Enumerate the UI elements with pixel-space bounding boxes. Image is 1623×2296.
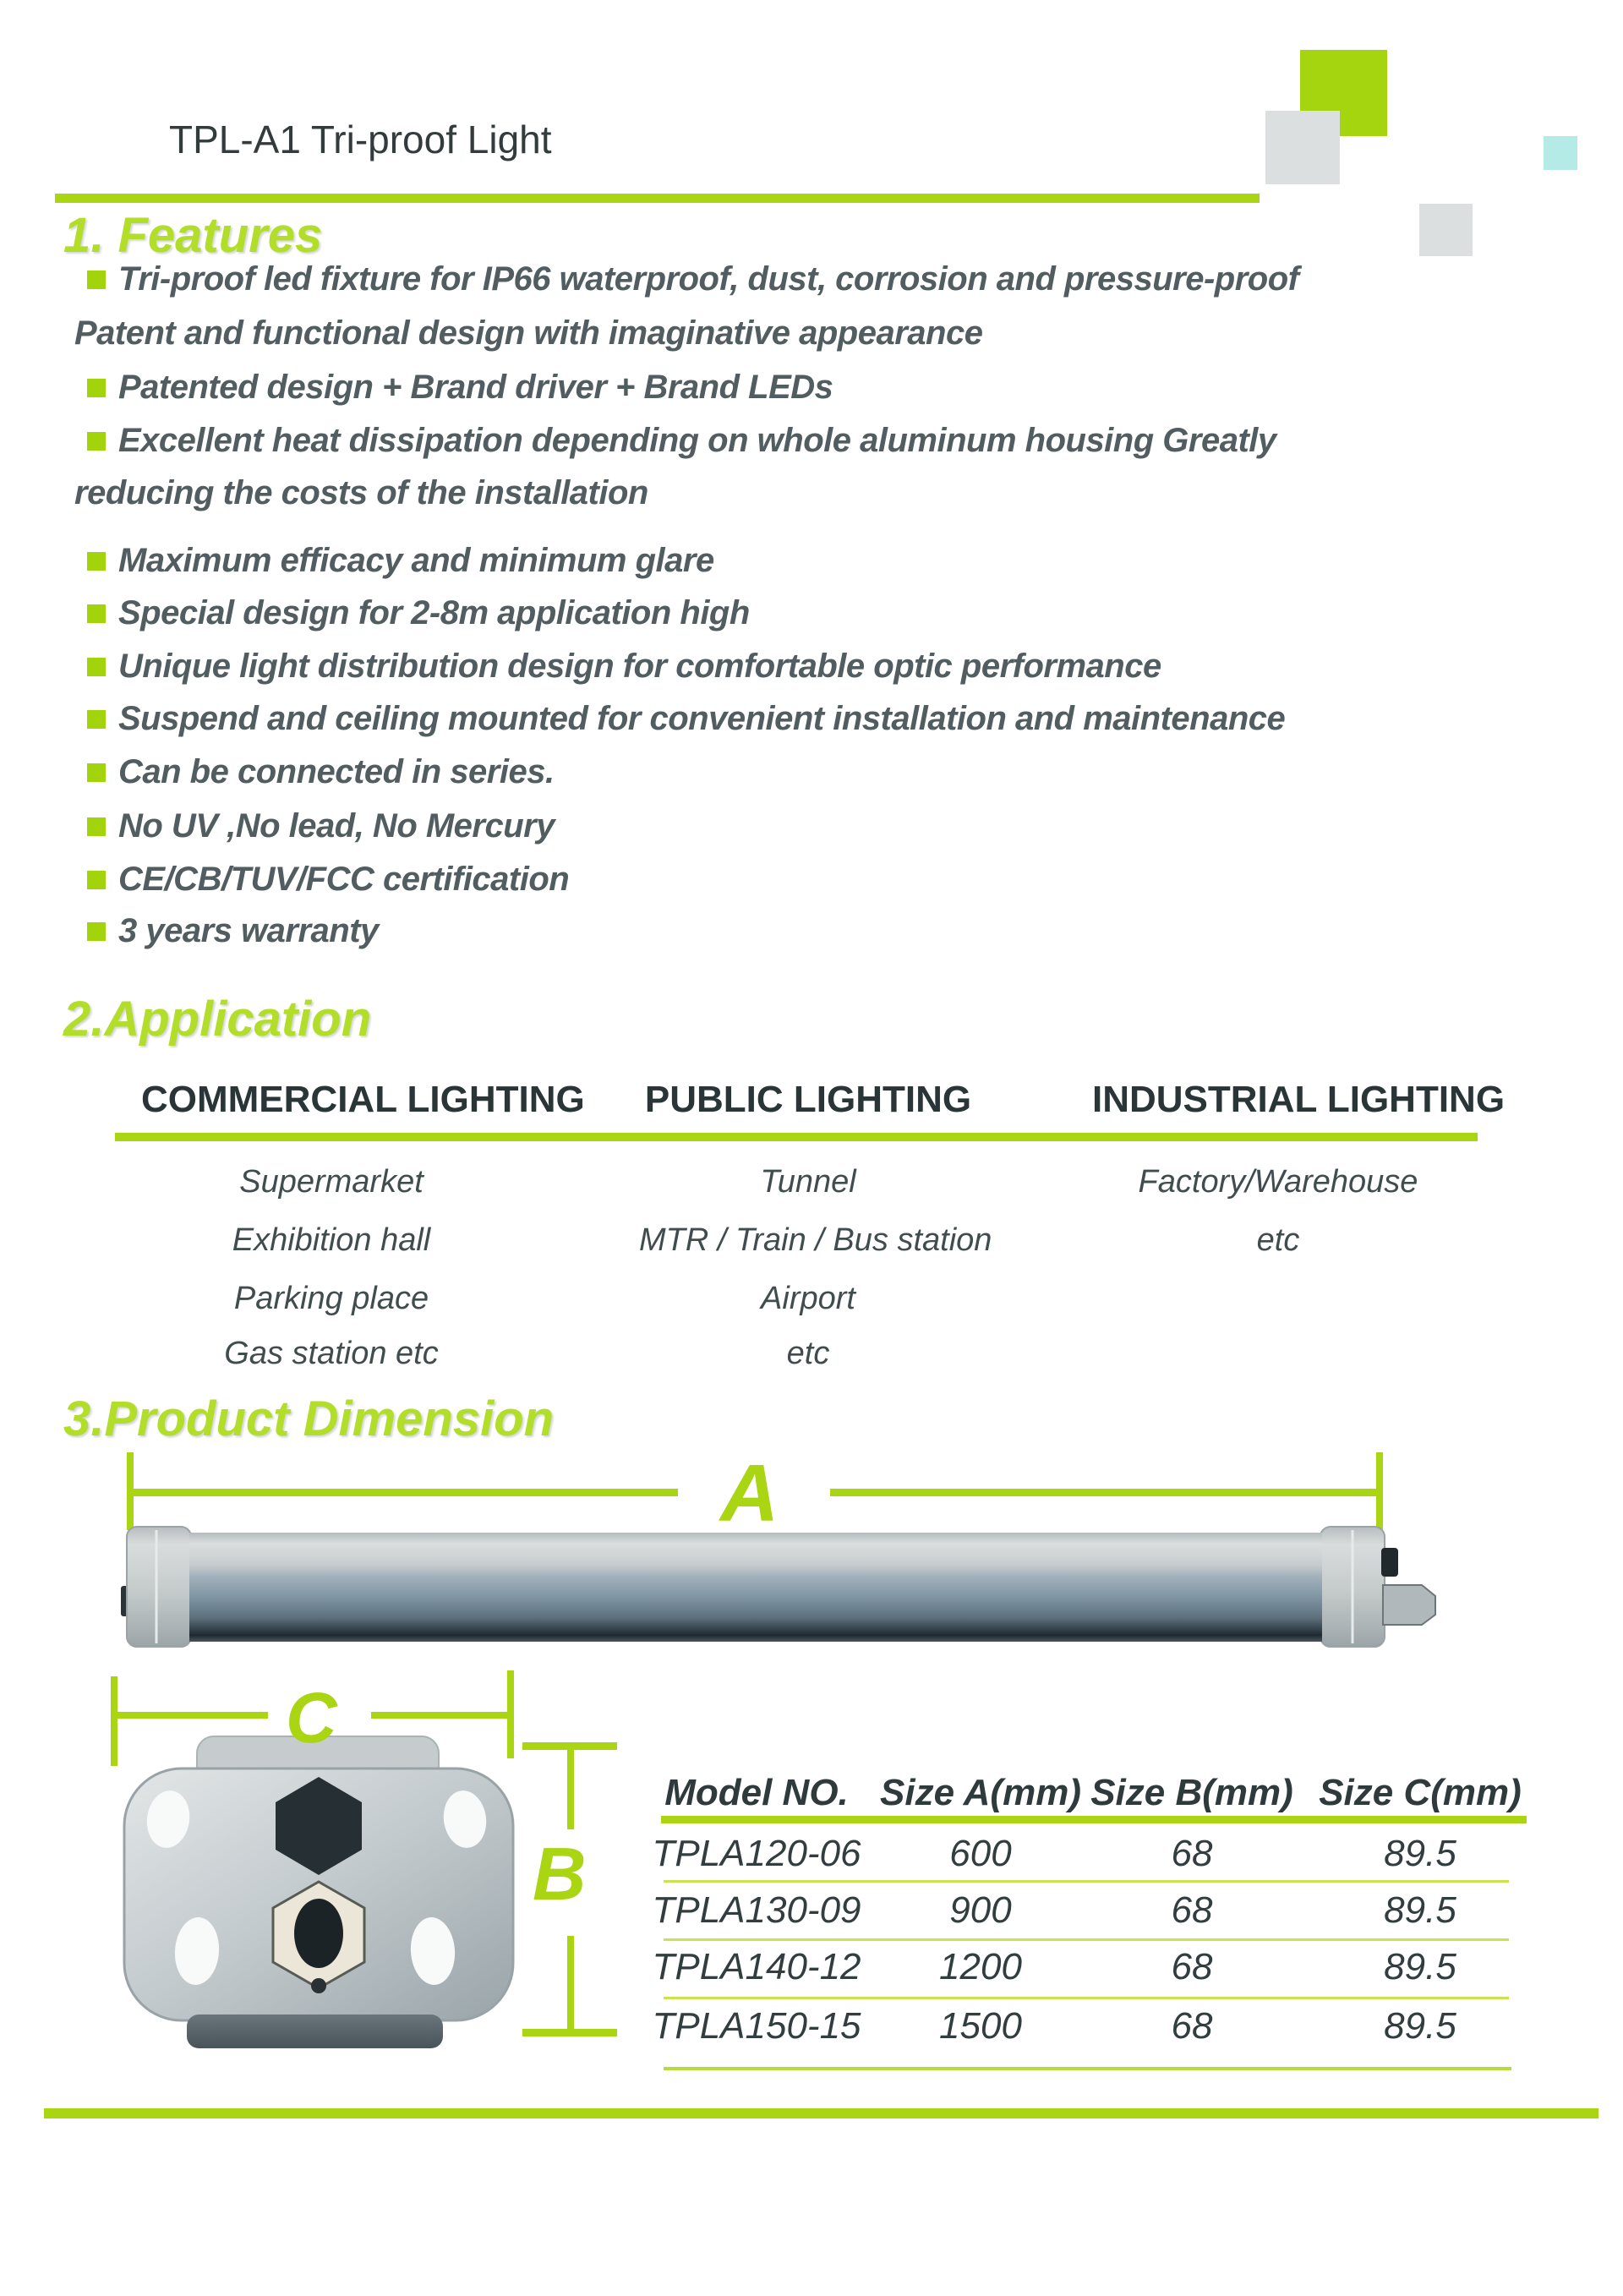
lamp-end-view-image — [124, 1736, 513, 2048]
bullet-square-icon — [87, 271, 106, 289]
model-table-bottom-rule — [664, 2067, 1511, 2070]
bullet-square-icon — [87, 658, 106, 676]
feature-item — [0, 474, 1437, 511]
feature-item — [0, 594, 1437, 631]
model-table-cell: 600 — [949, 1833, 1012, 1874]
feature-item — [0, 700, 1437, 737]
bullet-square-icon — [87, 922, 106, 941]
application-cell: Airport — [761, 1281, 855, 1316]
feature-item — [0, 260, 1437, 298]
feature-text: 3 years warranty — [118, 912, 379, 949]
feature-text: CE/CB/TUV/FCC certification — [118, 861, 570, 898]
bullet-square-icon — [87, 871, 106, 889]
footer-bar — [44, 2108, 1598, 2118]
decorative-cyan-square — [1544, 136, 1577, 170]
bullet-square-icon — [87, 763, 106, 782]
application-cell: etc — [786, 1336, 830, 1371]
dimension-label-b: B — [533, 1832, 587, 1916]
model-table-cell: 68 — [1171, 2005, 1213, 2047]
model-table-cell: TPLA140-12 — [652, 1946, 861, 1987]
application-cell: etc — [1256, 1222, 1300, 1258]
model-table-cell: 68 — [1171, 1889, 1213, 1931]
feature-item — [0, 753, 1437, 790]
application-cell: MTR / Train / Bus station — [639, 1222, 992, 1258]
model-table-header: Size B(mm) — [1090, 1772, 1293, 1813]
feature-text: Suspend and ceiling mounted for convenient installation and maintenance — [118, 700, 1286, 737]
model-table-cell: 68 — [1171, 1833, 1213, 1874]
model-table-cell: TPLA150-15 — [652, 2005, 861, 2047]
features-heading: 1. Features — [63, 208, 323, 263]
application-cell: Parking place — [233, 1281, 429, 1316]
application-table-rule — [115, 1133, 1478, 1141]
model-table-header: Model NO. — [664, 1772, 849, 1813]
feature-text: Unique light distribution design for comfortable optic performance — [118, 648, 1161, 685]
model-table-cell: 1200 — [939, 1946, 1022, 1987]
feature-item — [0, 542, 1437, 579]
model-table-header: Size C(mm) — [1319, 1772, 1522, 1813]
page-title: TPL-A1 Tri-proof Light — [169, 118, 552, 161]
application-column-header: PUBLIC LIGHTING — [644, 1079, 972, 1120]
model-table-cell: 89.5 — [1384, 1946, 1456, 1987]
model-table-cell: 68 — [1171, 1946, 1213, 1987]
feature-item — [0, 807, 1437, 845]
bullet-square-icon — [87, 604, 106, 623]
application-cell: Factory/Warehouse — [1138, 1164, 1418, 1200]
feature-item — [0, 369, 1437, 406]
bullet-square-icon — [87, 432, 106, 451]
model-table-cell: 900 — [949, 1889, 1012, 1931]
model-table-separator — [664, 1997, 1509, 1999]
feature-text: Tri-proof led fixture for IP66 waterproof, dust, corrosion and pressure-proof — [118, 260, 1299, 298]
model-table-cell: TPLA120-06 — [652, 1833, 861, 1874]
title-underline — [55, 194, 1260, 203]
product-dimension-figure — [0, 1437, 1623, 2088]
dimension-label-a: A — [720, 1448, 779, 1539]
feature-text: Special design for 2-8m application high — [118, 594, 750, 631]
decorative-gray-square-2 — [1419, 204, 1473, 256]
bullet-square-icon — [87, 817, 106, 836]
model-table-cell: TPLA130-09 — [652, 1889, 861, 1931]
dimension-heading: 3.Product Dimension — [63, 1391, 555, 1446]
feature-item — [0, 648, 1437, 685]
feature-text: Patented design + Brand driver + Brand LEDs — [118, 369, 833, 406]
feature-item — [0, 314, 1437, 352]
feature-item — [0, 861, 1437, 898]
feature-item — [0, 912, 1437, 949]
application-cell: Gas station etc — [224, 1336, 439, 1371]
model-table-cell: 1500 — [939, 2005, 1022, 2047]
feature-text: Can be connected in series. — [118, 753, 555, 790]
bullet-square-icon — [87, 379, 106, 397]
model-table-cell: 89.5 — [1384, 2005, 1456, 2047]
feature-text: Patent and functional design with imaginative appearance — [74, 314, 983, 352]
application-cell: Supermarket — [239, 1164, 424, 1200]
feature-item — [0, 422, 1437, 459]
decorative-gray-square — [1265, 111, 1340, 184]
feature-text: No UV ,No lead, No Mercury — [118, 807, 555, 845]
model-table-cell: 89.5 — [1384, 1889, 1456, 1931]
lamp-side-view-image — [121, 1527, 1435, 1647]
application-heading: 2.Application — [63, 992, 372, 1047]
model-table-separator — [664, 1938, 1509, 1941]
feature-text: Excellent heat dissipation depending on whole aluminum housing Greatly — [118, 422, 1276, 459]
model-table-header: Size A(mm) — [880, 1772, 1081, 1813]
bullet-square-icon — [87, 710, 106, 729]
model-table-cell: 89.5 — [1384, 1833, 1456, 1874]
model-table-rule — [661, 1816, 1527, 1823]
feature-text: Maximum efficacy and minimum glare — [118, 542, 714, 579]
application-column-header: INDUSTRIAL LIGHTING — [1092, 1079, 1506, 1120]
bullet-square-icon — [87, 552, 106, 571]
application-cell: Exhibition hall — [232, 1222, 431, 1258]
dimension-label-c: C — [286, 1678, 337, 1758]
application-cell: Tunnel — [760, 1164, 856, 1200]
model-table-separator — [664, 1880, 1509, 1883]
application-column-header: COMMERCIAL LIGHTING — [141, 1079, 585, 1120]
feature-text: reducing the costs of the installation — [74, 474, 648, 511]
